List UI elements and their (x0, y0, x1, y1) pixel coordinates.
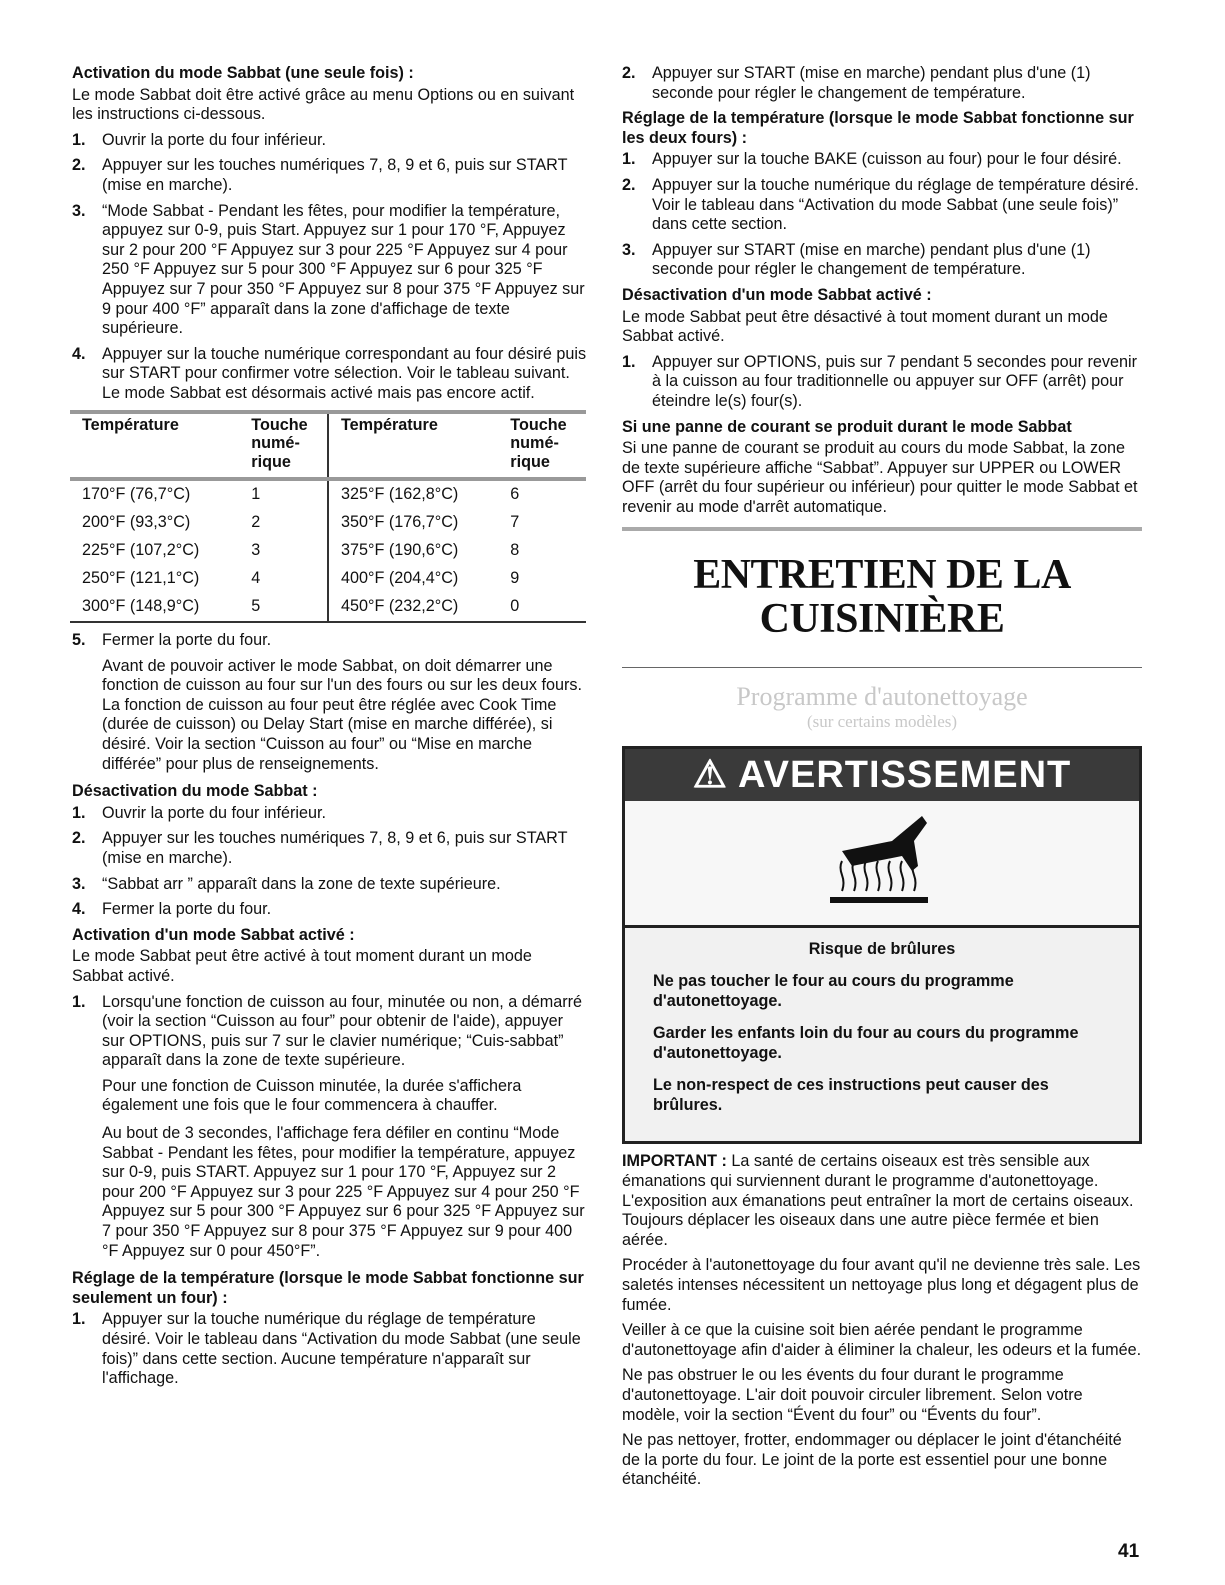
paragraph: Ne pas nettoyer, frotter, endommager ou déplacer le joint d'étanchéité de la porte du four. Le joint de la porte est essentiel pour une bonne étanchéité. (622, 1431, 1122, 1489)
list-item (622, 241, 1142, 280)
list-item (72, 993, 587, 1071)
list-item (72, 345, 587, 404)
paragraph: Procéder à l'autonettoyage du four avant qu'il ne devienne très sale. Les saletés intenses nécessitent un nettoyage plus long et dégagent plus de fumée. (622, 1256, 1141, 1314)
step-number: 1. (72, 992, 86, 1011)
heading-desactivation: Désactivation du mode Sabbat : (72, 782, 318, 801)
paragraph: Le mode Sabbat doit être activé grâce au menu Options ou en suivant les instructions ci-dessous. (72, 85, 575, 124)
chapter-title (622, 553, 1142, 641)
hot-surface-icon (625, 801, 1139, 928)
step-note: Pour une fonction de Cuisson minutée, la durée s'affichera également une fois que le four commencera à chauffer. (102, 1076, 522, 1115)
list-item (72, 829, 587, 868)
warning-label: AVERTISSEMENT (738, 754, 1072, 797)
heading-reglage-deux-fours: Réglage de la température (lorsque le mode Sabbat fonctionne sur les deux fours) : (622, 109, 1134, 147)
table-cell: 6 (510, 484, 520, 503)
heading-reglage-un-four: Réglage de la température (lorsque le mode Sabbat fonctionne sur seulement un four) : (72, 1269, 584, 1307)
table-header-row (70, 412, 586, 480)
paragraph: Ne pas obstruer le ou les évents du four durant le programme d'autonettoyage. L'air doit pouvoir circuler librement. Selon votre modèle, voir la section “Évent du four” ou “Évents du four”. (622, 1366, 1083, 1424)
heading-panne-courant: Si une panne de courant se produit durant le mode Sabbat (622, 417, 1072, 436)
step-text: Appuyer sur START (mise en marche) pendant plus d'une (1) seconde pour régler le changement de température. (652, 240, 1091, 279)
step-number: 1. (72, 803, 86, 822)
step-text: Appuyer sur OPTIONS, puis sur 7 pendant 5 secondes pour revenir à la cuisson au four traditionnelle ou appuyer sur OFF (arrêt) pour éteindre le(s) four(s). (652, 352, 1137, 410)
step-text: Lorsqu'une fonction de cuisson au four, minutée ou non, a démarré (voir la section “Cuisson au four” pour obtenir de l'aide), appuyer sur OPTIONS, puis sur 7 sur le clavier numérique; “Cuis-sabbat” apparaît dans la zone de texte supérieure. (102, 992, 583, 1070)
step-text: Ouvrir la porte du four inférieur. (102, 803, 327, 822)
table-cell: 170°F (76,7°C) (82, 484, 191, 503)
warning-line: Ne pas toucher le four au cours du programme d'autonettoyage. (653, 972, 1014, 1011)
table-cell: 8 (510, 540, 520, 559)
section-divider (622, 527, 1142, 531)
temperature-table (70, 410, 586, 624)
step-text: “Mode Sabbat - Pendant les fêtes, pour modifier la température, appuyez sur 0-9, puis Start. Appuyez sur 1 pour 170 °F, Appuyez sur 2 pour 200 °F Appuyez sur 3 pour 225 °F Appuyez sur 4 pour 250 °F Appuyez sur 5 pour 300 °F Appuyez sur 6 pour 325 °F Appuyez sur 7 pour 350 °F Appuyez sur 8 pour 375 °F Appuyez sur 9 pour 400 °F” apparaît dans la zone d'affichage de texte supérieure. (102, 201, 585, 338)
important-paragraph (622, 1152, 1142, 1250)
step-number: 3. (72, 874, 86, 893)
list-item (72, 131, 587, 151)
table-cell: 4 (239, 565, 328, 593)
list-item (72, 631, 587, 651)
step-number: 1. (622, 352, 636, 371)
list-item (622, 150, 1142, 170)
step-number: 4. (72, 344, 86, 363)
warning-risk: Risque de brûlures (808, 940, 956, 959)
step-text: Appuyer sur START (mise en marche) pendant plus d'une (1) seconde pour régler le changement de température. (652, 64, 1091, 102)
warning-header (625, 749, 1139, 801)
step-text: Appuyer sur la touche numérique du réglage de température désiré. Voir le tableau dans “Activation du mode Sabbat (une seule fois)” dans cette section. (652, 175, 1139, 234)
table-header: Touche numé-rique (498, 412, 586, 480)
warning-line: Garder les enfants loin du four au cours du programme d'autonettoyage. (653, 1024, 1079, 1063)
list-item (72, 156, 587, 195)
important-text: La santé de certains oiseaux est très sensible aux émanations qui surviennent durant le programme d'autonettoyage. L'exposition aux émanations peut entraîner la mort de certains oiseaux. Toujours déplacer les oiseaux dans une autre pièce fermée et bien aérée. (622, 1152, 1134, 1249)
list-item (72, 1310, 587, 1388)
table-row (70, 593, 586, 622)
step-text: Appuyer sur les touches numériques 7, 8, 9 et 6, puis sur START (mise en marche). (102, 156, 568, 194)
heading-desactivation-active: Désactivation d'un mode Sabbat activé : (622, 285, 932, 304)
step-text: Appuyer sur la touche numérique du réglage de température désiré. Voir le tableau dans “Activation du mode Sabbat (une seule fois)” dans cette section. Aucune température n'apparaît sur l'affichage. (102, 1310, 581, 1388)
left-column (72, 64, 587, 1395)
table-cell: 450°F (232,2°C) (328, 593, 498, 622)
step-number: 1. (622, 150, 636, 169)
table-row (70, 479, 586, 509)
paragraph: Veiller à ce que la cuisine soit bien aérée pendant le programme d'autonettoyage afin d'aider à éliminer la chaleur, les odeurs et la fumée. (622, 1321, 1142, 1359)
section-title: Programme d'autonettoyage (736, 682, 1028, 712)
step-number: 3. (622, 240, 636, 259)
table-cell: 200°F (93,3°C) (82, 512, 191, 531)
warning-triangle-icon: ⚠ (692, 754, 728, 797)
table-row (70, 537, 586, 565)
step-number: 3. (72, 201, 86, 220)
section-subtitle: (sur certains modèles) (806, 712, 958, 732)
important-label: IMPORTANT : (622, 1152, 727, 1171)
step-number: 2. (72, 156, 86, 175)
step-text: Fermer la porte du four. (102, 900, 272, 919)
chapter-title-line: ENTRETIEN DE LA (693, 552, 1071, 599)
table-cell: 250°F (121,1°C) (82, 568, 200, 587)
step-text: Appuyer sur les touches numériques 7, 8, 9 et 6, puis sur START (mise en marche). (102, 829, 568, 867)
step-number: 4. (72, 900, 86, 919)
warning-box (622, 746, 1142, 1144)
table-cell: 325°F (162,8°C) (340, 484, 459, 503)
paragraph: Le mode Sabbat peut être désactivé à tout moment durant un mode Sabbat activé. (622, 307, 1108, 346)
list-item (622, 64, 1142, 103)
step-number: 2. (72, 829, 86, 848)
table-header: Température (70, 412, 239, 480)
page-number: 41 (1118, 1541, 1140, 1562)
list-item (72, 202, 587, 339)
table-cell: 2 (239, 509, 328, 537)
steps-activation (72, 131, 587, 404)
table-cell: 225°F (107,2°C) (82, 540, 200, 559)
step-number: 2. (622, 175, 636, 194)
table-cell: 400°F (204,4°C) (340, 568, 459, 587)
step-note: Au bout de 3 secondes, l'affichage fera défiler en continu “Mode Sabbat - Pendant les fêtes, pour modifier la température, appuyez sur 0-9, puis START. Appuyez sur 1 pour 170 °F, Appuyez sur 2 pour 200 °F Appuyez sur 3 pour 225 °F Appuyez sur 4 pour 250 °F Appuyez sur 5 pour 300 °F Appuyez sur 6 pour 325 °F Appuyez sur 7 pour 350 °F Appuyez sur 8 pour 375 °F Appuyez sur 9 pour 400 °F Appuyez sur 0 pour 450°F”. (102, 1124, 585, 1260)
table-row (70, 565, 586, 593)
table-row (70, 509, 586, 537)
paragraph: Si une panne de courant se produit au cours du mode Sabbat, la zone de texte supérieure affiche “Sabbat”. Appuyer sur UPPER ou LOWER OFF (arrêt du four supérieur ou inférieur) pour quitter le mode Sabbat et revenir au mode d'arrêt automatique. (622, 439, 1138, 516)
hand-heat-icon (822, 811, 942, 911)
table-cell: 375°F (190,6°C) (340, 540, 459, 559)
table-cell: 9 (510, 568, 520, 587)
list-item (622, 176, 1142, 235)
list-item (622, 353, 1142, 412)
step-text: Appuyer sur la touche numérique correspondant au four désiré puis sur START pour confirmer votre sélection. Voir le tableau suivant. Le mode Sabbat est désormais activé mais pas encore actif. (102, 344, 587, 402)
step-number: 1. (72, 130, 86, 149)
table-cell: 1 (239, 479, 328, 509)
table-cell: 3 (239, 537, 328, 565)
list-item (72, 804, 587, 824)
step-text: “Sabbat arr ” apparaît dans la zone de texte supérieure. (102, 874, 501, 893)
step-text: Fermer la porte du four. (102, 631, 272, 649)
step-text: Appuyer sur la touche BAKE (cuisson au four) pour le four désiré. (652, 150, 1122, 169)
table-cell: 7 (510, 512, 520, 531)
step-note: Avant de pouvoir activer le mode Sabbat, on doit démarrer une fonction de cuisson au four sur l'un des fours ou sur les deux fours. La fonction de cuisson au four peut être réglée avec Cook Time (durée de cuisson) ou Delay Start (mise en marche différée), si désiré. Voir la section “Cuisson au four” ou “Mise en marche différée” pour plus de renseignements. (102, 656, 582, 773)
table-cell: 5 (239, 593, 328, 622)
step-number: 2. (622, 64, 636, 82)
table-header: Touche numé-rique (239, 412, 328, 480)
paragraph: Le mode Sabbat peut être activé à tout moment durant un mode Sabbat activé. (72, 947, 532, 985)
step-number: 5. (72, 631, 86, 649)
warning-body (625, 928, 1139, 1141)
list-item (72, 900, 587, 920)
table-cell: 0 (498, 593, 586, 622)
step-number: 1. (72, 1310, 86, 1329)
table-header: Température (328, 412, 498, 480)
chapter-title-line: CUISINIÈRE (759, 596, 1005, 643)
step-text: Ouvrir la porte du four inférieur. (102, 130, 327, 149)
right-column (622, 64, 1142, 1496)
table-cell: 300°F (148,9°C) (70, 593, 239, 622)
list-item (72, 875, 587, 895)
warning-line: Le non-respect de ces instructions peut causer des brûlures. (653, 1076, 1049, 1115)
table-cell: 350°F (176,7°C) (340, 512, 459, 531)
heading-activation-sabbat: Activation du mode Sabbat (une seule fois) : (72, 64, 414, 82)
heading-activation-active: Activation d'un mode Sabbat activé : (72, 925, 355, 944)
divider (622, 667, 1142, 668)
